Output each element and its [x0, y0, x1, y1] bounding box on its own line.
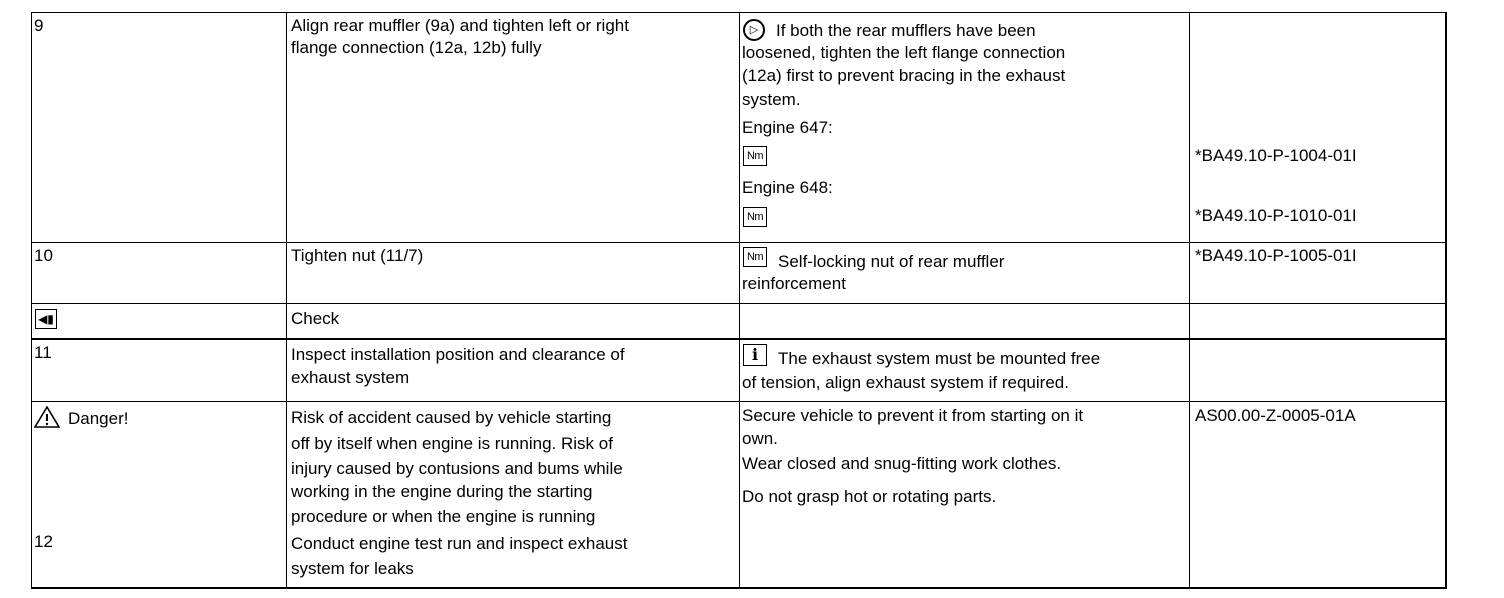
reference-link[interactable]: AS00.00-Z-0005-01A: [1195, 406, 1356, 425]
warning-triangle-icon: [34, 406, 60, 428]
risk-text: Risk of accident caused by vehicle starting: [291, 408, 612, 427]
measure-text: Secure vehicle to prevent it from starting on it: [742, 406, 1084, 425]
measure-text: Wear closed and snug-fitting work clothes.: [742, 454, 1062, 473]
action-text: Align rear muffler (9a) and tighten left or right: [291, 16, 629, 35]
reference-link[interactable]: *BA49.10-P-1004-01I: [1195, 146, 1357, 165]
risk-text: injury caused by contusions and bums while: [291, 459, 623, 478]
note-text: reinforcement: [742, 274, 846, 293]
note-text: If both the rear mufflers have been: [776, 21, 1036, 40]
torque-nm-icon: Nm: [743, 247, 767, 267]
action-text: Tighten nut (11/7): [291, 246, 424, 265]
torque-nm-icon: Nm: [743, 146, 767, 166]
tightening-sequence-icon: ▷: [743, 19, 765, 41]
measure-text: own.: [742, 429, 778, 448]
step-number: 11: [34, 343, 52, 362]
action-text: Inspect installation position and clearance of: [291, 345, 625, 364]
risk-text: working in the engine during the starting: [291, 482, 593, 501]
step-number: 9: [34, 16, 44, 35]
note-text: (12a) first to prevent bracing in the exhaust: [742, 66, 1066, 85]
note-text: loosened, tighten the left flange connection: [742, 43, 1066, 62]
table-row-step-11: [32, 340, 1445, 402]
note-text: The exhaust system must be mounted free: [778, 349, 1101, 368]
measure-text: Do not grasp hot or rotating parts.: [742, 487, 997, 506]
engine-648-label: Engine 648:: [742, 178, 833, 197]
note-text: of tension, align exhaust system if required.: [742, 373, 1069, 392]
table-row-step-10: [32, 243, 1445, 304]
action-text: system for leaks: [291, 559, 414, 578]
engine-647-label: Engine 647:: [742, 118, 833, 137]
danger-label: Danger!: [68, 409, 129, 428]
table-row-check: [32, 304, 1445, 340]
table-row-step-9: [32, 13, 1445, 243]
check-icon: ◀▮: [35, 309, 57, 329]
action-text: Conduct engine test run and inspect exhaust: [291, 534, 628, 553]
note-text: Self-locking nut of rear muffler: [778, 252, 1005, 271]
note-text: system.: [742, 90, 801, 109]
risk-text: procedure or when the engine is running: [291, 507, 596, 526]
step-number: 10: [34, 246, 53, 265]
procedure-table: [31, 12, 1447, 589]
action-text: flange connection (12a, 12b) fully: [291, 38, 542, 57]
torque-nm-icon: Nm: [743, 207, 767, 227]
reference-link[interactable]: *BA49.10-P-1005-01I: [1195, 246, 1357, 265]
action-text: exhaust system: [291, 368, 410, 387]
reference-link[interactable]: *BA49.10-P-1010-01I: [1195, 206, 1357, 225]
step-number: 12: [34, 532, 53, 551]
table-row-danger-step-12: [32, 402, 1445, 588]
info-icon: i: [743, 344, 767, 366]
risk-text: off by itself when engine is running. Risk of: [291, 434, 613, 453]
action-text: Check: [291, 309, 340, 328]
